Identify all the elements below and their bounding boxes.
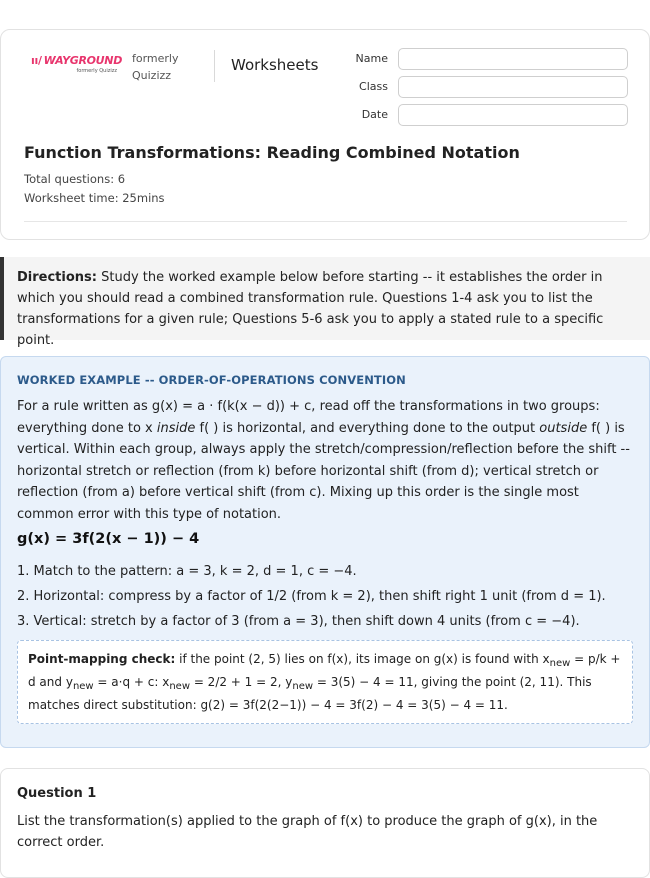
directions-text: Study the worked example below before starting -- it establishes the order in which you should read a combined transformation rule. Questions 1-4 ask you to list the transformations for a given rule; Questions 5-6 ask you to apply a stated rule to a specific point. [17,270,604,348]
worked-example-body: For a rule written as g(x) = a · f(k(x − d)) + c, read off the transformations in two groups: everything done to x inside f( ) is horizontal, and everything done to the output outside f( ) is vertical. Within each group, always apply the stretch/compression/reflection before the shift -- horizontal stretch or reflection (from k) before horizontal shift (from d); vertical stretch or reflection (from a) before vertical shift (from c). Mixing up this order is the single most common error with this type of notation. [17,399,630,522]
name-field[interactable] [398,48,628,70]
directions-label: Directions: [17,270,97,285]
date-field[interactable] [398,104,628,126]
question-card [0,768,650,878]
example-step: 2. Horizontal: compress by a factor of 1/2 (from k = 2), then shift right 1 unit (from d = 1). [17,589,606,604]
header-divider [214,50,215,82]
question-text: List the transformation(s) applied to the graph of f(x) to produce the graph of g(x), in the correct order. [17,814,598,850]
logo-subtext: formerly Quizizz [76,68,117,74]
example-step: 3. Vertical: stretch by a factor of 3 (from a = 3), then shift down 4 units (from c = −4). [17,614,580,629]
question-title: Question 1 [17,786,97,801]
class-field[interactable] [398,76,628,98]
directions-box [0,257,650,348]
example-formula: g(x) = 3f(2(x − 1)) − 4 [17,531,200,547]
date-label: Date [361,108,388,121]
worksheet-title: Function Transformations: Reading Combined Notation [24,143,520,162]
point-mapping-check: Point-mapping check: if the point (2, 5) lies on f(x), its image on g(x) is found with $x_{new} = p/k + d$ and $y_{new} = a\cdot q + c$: $x_{new} = 2/2 + 1 = 2$, $y_{new} = 3(5) - 4 = 11$, giving the point (2, 11). This matches direct substitution: g(2) = 3f(2(2−1)) − 4 = 3f(2) − 4 = 3(5) − 4 = 11. [17,640,633,724]
example-steps [17,559,633,634]
worksheets-label: Worksheets [231,56,319,74]
formerly-note: formerly Quizizz [132,52,179,82]
worked-example-heading: WORKED EXAMPLE -- ORDER-OF-OPERATIONS CONVENTION [17,373,406,387]
example-step: 1. Match to the pattern: a = 3, k = 2, d = 1, c = −4. [17,564,357,579]
total-questions: Total questions: 6 [24,172,126,186]
logo-bars-icon: ıı/ [31,54,42,67]
worked-example-box [0,356,650,748]
worksheet-header [0,29,650,240]
class-label: Class [359,80,388,93]
header-rule [24,221,627,222]
name-label: Name [355,52,388,65]
worksheet-time: Worksheet time: 25mins [24,191,165,205]
wayground-logo: ıı/ WAYGROUND formerly Quizizz [31,54,123,74]
